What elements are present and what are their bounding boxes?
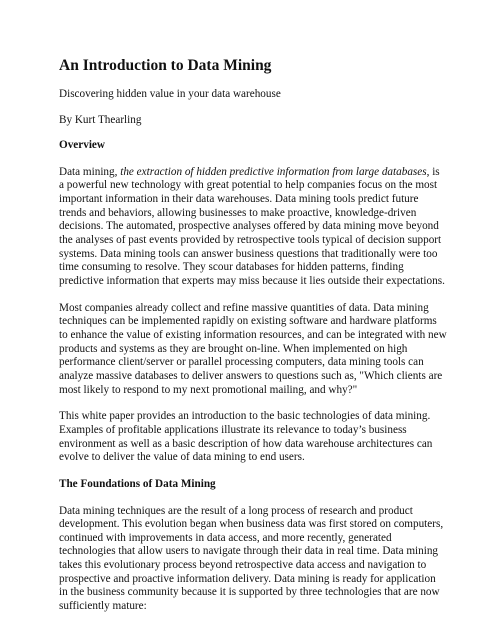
text-line: decisions. The automated, prospective analyses offered by data mining move beyond (59, 220, 439, 233)
text-line: takes this evolutionary process beyond retrospective data access and navigation to (59, 559, 427, 572)
text-line: evolve to deliver the value of data mining to end users. (59, 451, 305, 464)
text-run: , is (426, 165, 440, 178)
text-line: trends and behaviors, allowing businesses to make proactive, knowledge-driven (59, 206, 417, 219)
text-line: time consuming to resolve. They scour databases for hidden patterns, finding (59, 261, 404, 274)
paragraph (59, 410, 437, 465)
emphasized-definition: the extraction of hidden predictive information from large databases (120, 165, 427, 178)
text-line: prospective and proactive information delivery. Data mining is ready for application (59, 572, 436, 585)
text-line: techniques can be implemented rapidly on existing software and hardware platforms (59, 315, 437, 328)
text-line: analyze massive databases to deliver answers to questions such as, "Which clients are (59, 369, 443, 382)
document-title: An Introduction to Data Mining (59, 57, 272, 74)
text-line: products and systems as they are brought on-line. When implemented on high (59, 342, 408, 355)
text-line: technologies that allow users to navigate through their data in real time. Data mining (59, 545, 439, 558)
text-line: a powerful new technology with great potential to help companies focus on the most (59, 179, 438, 192)
paragraph (59, 504, 444, 614)
text-line: in the business community because it is supported by three technologies that are now (59, 586, 440, 599)
text-run: Data mining, (59, 165, 121, 178)
text-line: environment as well as a basic description of how data warehouse architectures can (59, 437, 433, 450)
text-line (59, 165, 440, 180)
text-line: performance client/server or parallel processing computers, data mining tools can (59, 356, 424, 369)
text-line: sufficiently mature: (59, 600, 147, 613)
section-heading: The Foundations of Data Mining (59, 477, 216, 490)
text-line: most likely to respond to my next promotional mailing, and why?" (59, 383, 358, 396)
document-page (59, 56, 447, 627)
paragraph (59, 301, 447, 398)
text-line: continued with improvements in data access, and more recently, generated (59, 531, 392, 544)
text-line: Data mining techniques are the result of a long process of research and product (59, 504, 413, 517)
text-line: to enhance the value of existing information resources, and can be integrated with new (59, 329, 447, 341)
document-body (59, 139, 447, 614)
document-subtitle: Discovering hidden value in your data warehouse (59, 88, 281, 100)
text-line: the analyses of past events provided by retrospective tools typical of decision support (59, 234, 442, 247)
text-line: systems. Data mining tools can answer business questions that traditionally were too (59, 247, 438, 260)
text-line: predictive information that experts may miss because it lies outside their expectations. (59, 275, 445, 288)
text-line: Examples of profitable applications illustrate its relevance to today’s business (59, 423, 407, 436)
text-line: Most companies already collect and refine massive quantities of data. Data mining (59, 301, 429, 314)
text-line: This white paper provides an introduction to the basic technologies of data mining. (59, 410, 431, 423)
section-heading: Overview (59, 139, 105, 152)
author-byline: By Kurt Thearling (59, 113, 142, 126)
text-line: important information in their data warehouses. Data mining tools predict future (59, 193, 419, 206)
text-line: development. This evolution began when business data was first stored on computers, (59, 518, 444, 531)
paragraph (59, 165, 445, 289)
